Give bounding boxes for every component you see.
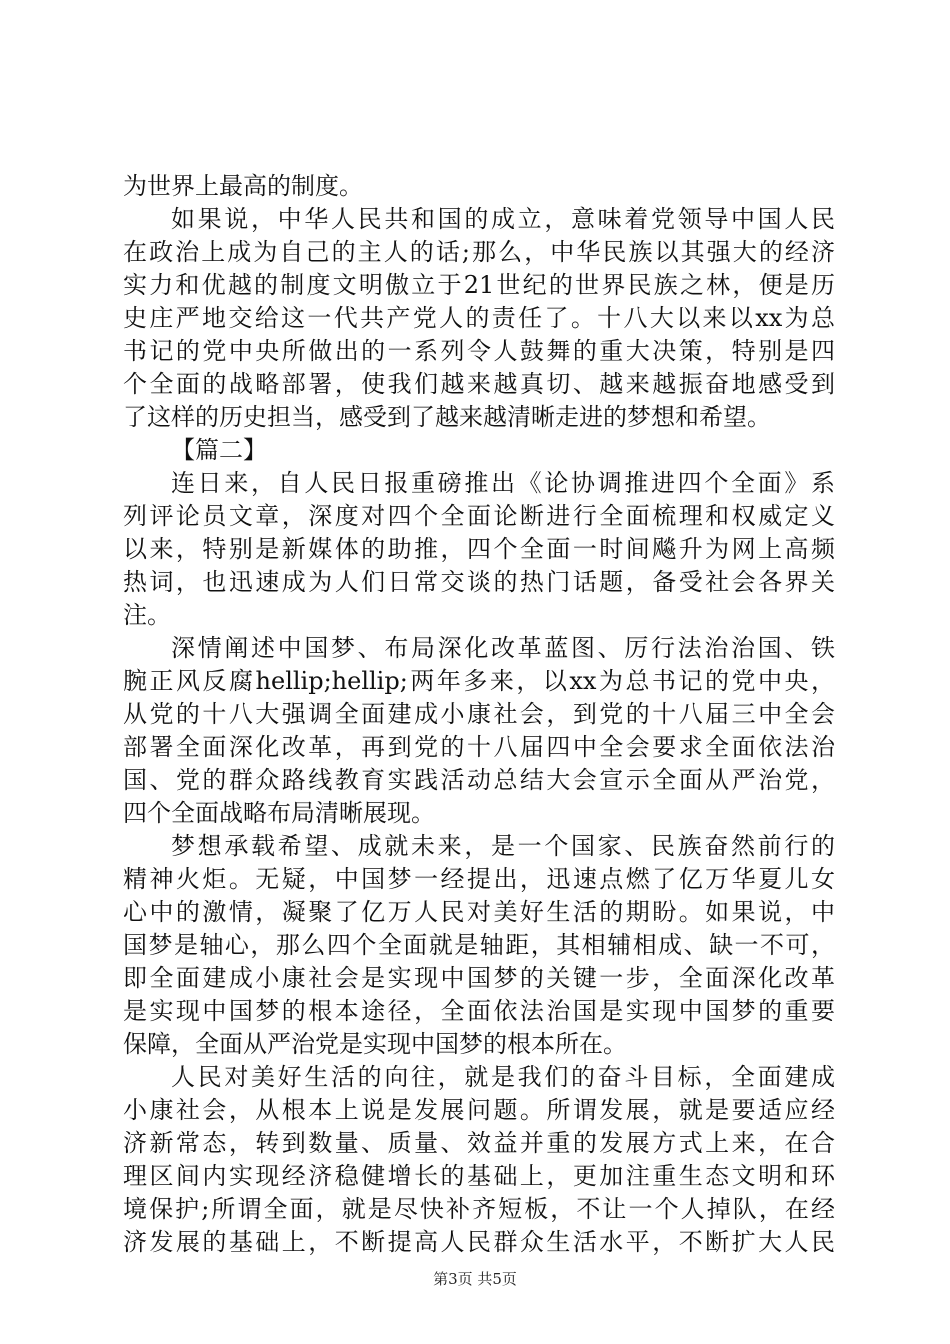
text-line: 梦想承载希望、成就未来，是一个国家、民族奋然前行的 [171,832,835,860]
text-line: 个全面的战略部署，使我们越来越真切、越来越振奋地感受到 [123,370,835,398]
text-line: 注。 [123,601,171,629]
text-line: 了这样的历史担当，感受到了越来越清晰走进的梦想和希望。 [123,403,771,431]
text-line: 小康社会，从根本上说是发展问题。所谓发展，就是要适应经 [123,1096,835,1124]
text-line: 史庄严地交给这一代共产党人的责任了。十八大以来以xx为总 [123,304,835,332]
text-line: 国梦是轴心，那么四个全面就是轴距，其相辅相成、缺一不可， [123,931,835,959]
text-line: 为世界上最高的制度。 [123,172,363,200]
text-line: 济发展的基础上，不断提高人民群众生活水平，不断扩大人民 [123,1228,835,1256]
text-line: 在政治上成为自己的主人的话;那么，中华民族以其强大的经济 [123,238,835,266]
text-line: 境保护;所谓全面，就是尽快补齐短板，不让一个人掉队，在经 [123,1195,835,1223]
text-line: 保障，全面从严治党是实现中国梦的根本所在。 [123,1030,627,1058]
page-footer [0,1269,950,1289]
text-line: 理区间内实现经济稳健增长的基础上，更加注重生态文明和环 [123,1162,835,1190]
text-line: 国、党的群众路线教育实践活动总结大会宣示全面从严治党， [123,766,835,794]
text-line: 是实现中国梦的根本途径，全面依法治国是实现中国梦的重要 [123,997,835,1025]
page-number: 第3页 共5页 [433,1270,517,1288]
text-line: 四个全面战略布局清晰展现。 [123,799,435,827]
text-line: 从党的十八大强调全面建成小康社会，到党的十八届三中全会 [123,700,835,728]
text-line: 书记的党中央所做出的一系列令人鼓舞的重大决策，特别是四 [123,337,835,365]
text-line: 部署全面深化改革，再到党的十八届四中全会要求全面依法治 [123,733,835,761]
section-heading: 【篇二】 [171,436,267,464]
text-line: 济新常态，转到数量、质量、效益并重的发展方式上来，在合 [123,1129,835,1157]
body-text [123,170,835,1259]
text-line: 列评论员文章，深度对四个全面论断进行全面梳理和权威定义 [123,502,835,530]
text-line: 深情阐述中国梦、布局深化改革蓝图、厉行法治治国、铁 [171,634,835,662]
text-line: 以来，特别是新媒体的助推，四个全面一时间飚升为网上高频 [123,535,835,563]
text-line: 连日来，自人民日报重磅推出《论协调推进四个全面》系 [171,469,835,497]
text-line: 心中的激情，凝聚了亿万人民对美好生活的期盼。如果说，中 [123,898,835,926]
text-line: 即全面建成小康社会是实现中国梦的关键一步，全面深化改革 [123,964,835,992]
text-line: 实力和优越的制度文明傲立于21世纪的世界民族之林，便是历 [123,271,835,299]
text-line: 人民对美好生活的向往，就是我们的奋斗目标，全面建成 [171,1063,835,1091]
text-line: 热词，也迅速成为人们日常交谈的热门话题，备受社会各界关 [123,568,835,596]
text-line: 精神火炬。无疑，中国梦一经提出，迅速点燃了亿万华夏儿女 [123,865,835,893]
text-line: 腕正风反腐hellip;hellip;两年多来，以xx为总书记的党中央， [123,667,835,695]
text-line: 如果说，中华人民共和国的成立，意味着党领导中国人民 [171,205,835,233]
